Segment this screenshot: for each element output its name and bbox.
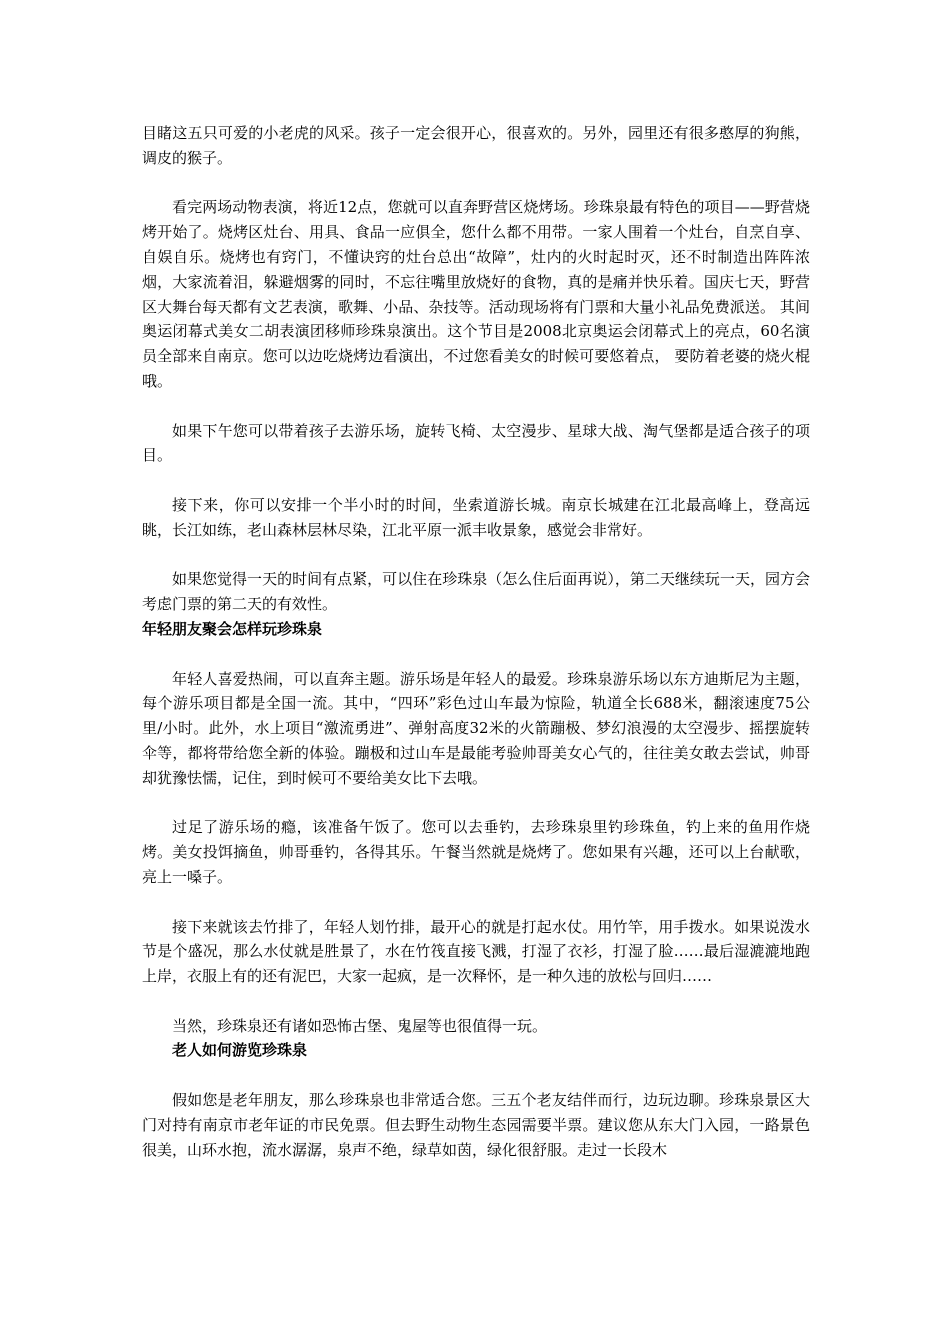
paragraph-elderly-visit: 假如您是老年朋友，那么珍珠泉也非常适合您。三五个老友结伴而行，边玩边聊。珍珠泉景区大门对持有南京市老年证的市民免票。但去野生动物生态园需要半票。建议您从东大门入园，一路景色很美，山环水抱，流水潺潺，泉声不绝，绿草如茵，绿化很舒服。走过一长段木: [142, 1091, 810, 1159]
paragraph-haunted-house: 当然，珍珠泉还有诸如恐怖古堡、鬼屋等也很值得一玩。: [172, 1016, 548, 1035]
paragraph-bamboo-raft: 接下来就该去竹排了，年轻人划竹排，最开心的就是打起水仗。用竹竿，用手拨水。如果说泼水节是个盛况，那么水仗就是胜景了，水在竹筏直接飞溅，打湿了衣衫，打湿了脸……最后湿漉漉地跑上岸，衣服上有的还有泥巴，大家一起疯，是一次释怀，是一种久违的放松与回归……: [142, 917, 810, 986]
paragraph-great-wall: 接下来，你可以安排一个半小时的时间，坐索道游长城。南京长城建在江北最高峰上，登高远眺，长江如练，老山森林层林尽染，江北平原一派丰收景象，感觉会非常好。: [142, 495, 810, 539]
paragraph-barbecue: 看完两场动物表演，将近12点，您就可以直奔野营区烧烤场。珍珠泉最有特色的项目——野营烧烤开始了。烧烤区灶台、用具、食品一应俱全，您什么都不用带。一家人围着一个灶台，自烹自享、自娱自乐。烧烤也有窍门，不懂诀窍的灶台总出“故障”，灶内的火时起时灭，还不时制造出阵阵浓烟，大家流着泪，躲避烟雾的同时，不忘往嘴里放烧好的食物，真的是痛并快乐着。国庆七天，野营区大舞台每天都有文艺表演，歌舞、小品、杂技等。活动现场将有门票和大量小礼品免费派送。 其间奥运闭幕式美女二胡表演团移师珍珠泉演出。这个节目是2008北京奥运会闭幕式上的亮点，60名演员全部来自南京。您可以边吃烧烤边看演出，不过您看美女的时候可要悠着点， 要防着老婆的烧火棍哦。: [142, 198, 810, 390]
section-heading-elderly: 老人如何游览珍珠泉: [172, 1041, 308, 1060]
paragraph-stay-overnight: 如果您觉得一天的时间有点紧，可以住在珍珠泉（怎么住后面再说），第二天继续玩一天，园方会考虑门票的第二天的有效性。: [142, 570, 810, 614]
paragraph-amusement-park: 年轻人喜爱热闹，可以直奔主题。游乐场是年轻人的最爱。珍珠泉游乐场以东方迪斯尼为主题，每个游乐项目都是全国一流。其中，“四环”彩色过山车最为惊险，轨道全长688米，翻滚速度75公里/小时。此外，水上项目“激流勇进”、弹射高度32米的火箭蹦极、梦幻浪漫的太空漫步、摇摆旋转伞等，都将带给您全新的体验。蹦极和过山车是最能考验帅哥美女心气的，往往美女敢去尝试，帅哥却犹豫怯懦，记住，到时候可不要给美女比下去哦。: [142, 669, 810, 787]
document-body: [142, 121, 810, 1162]
paragraph-tigers: 目睹这五只可爱的小老虎的风采。孩子一定会很开心，很喜欢的。另外，园里还有很多憨厚的狗熊，调皮的猴子。: [142, 124, 810, 167]
paragraph-afternoon-playground: 如果下午您可以带着孩子去游乐场，旋转飞椅、太空漫步、星球大战、淘气堡都是适合孩子的项目。: [142, 421, 810, 465]
paragraph-fishing: 过足了游乐场的瘾，该准备午饭了。您可以去垂钓，去珍珠泉里钓珍珠鱼，钓上来的鱼用作烧烤。美女投饵摘鱼，帅哥垂钓，各得其乐。午餐当然就是烧烤了。您如果有兴趣，还可以上台献歌，亮上一嗓子。: [142, 818, 810, 886]
section-heading-young-friends: 年轻朋友聚会怎样玩珍珠泉: [142, 619, 323, 638]
